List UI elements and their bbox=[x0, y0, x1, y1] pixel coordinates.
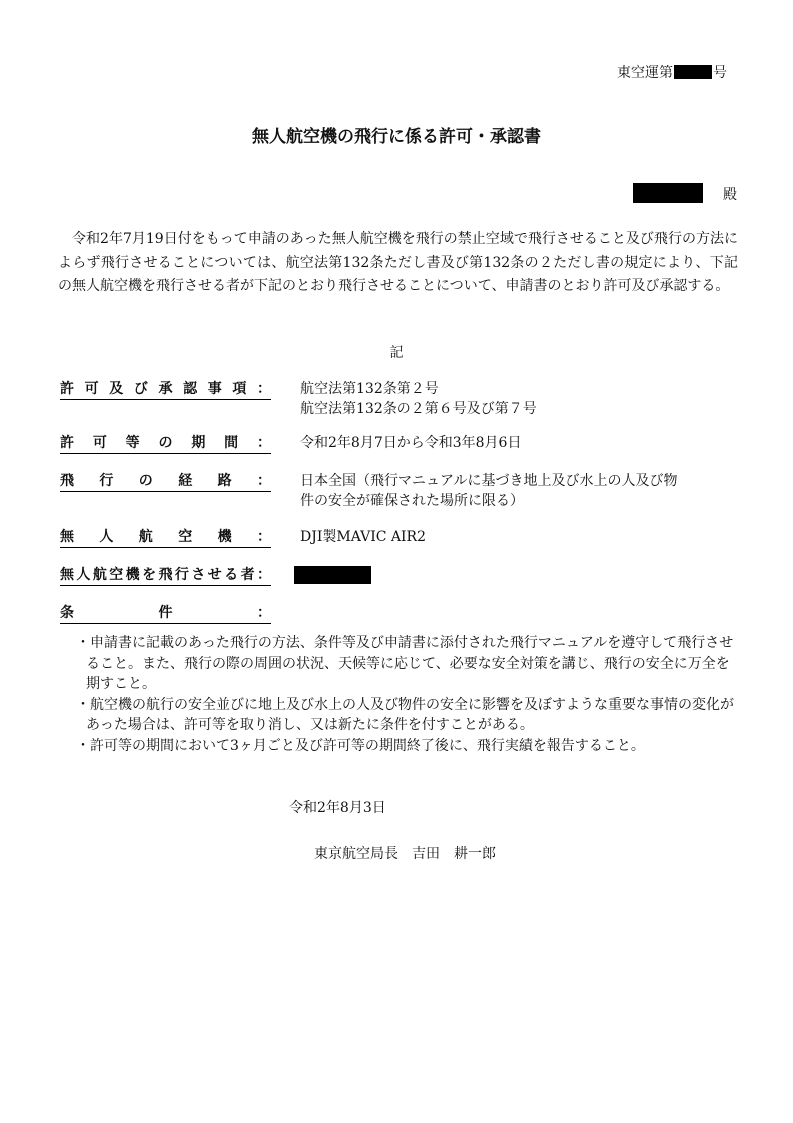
value-flight-route bbox=[300, 471, 677, 511]
document-number bbox=[617, 62, 727, 82]
value-line: 令和2年8月7日から令和3年8月6日 bbox=[300, 435, 522, 451]
document-number-suffix: 号 bbox=[713, 65, 727, 81]
condition-item: ・許可等の期間において3ヶ月ごと及び許可等の期間終了後に、飛行実績を報告すること。 bbox=[76, 737, 645, 754]
value-line: DJI製MAVIC AIR2 bbox=[300, 529, 427, 545]
value-permission-period bbox=[300, 433, 521, 453]
value-line: 航空法第132条の２第６号及び第７号 bbox=[300, 401, 537, 417]
redacted-addressee-name bbox=[633, 183, 703, 203]
addressee bbox=[633, 183, 737, 204]
document-number-prefix: 東空運第 bbox=[617, 65, 673, 81]
value-operator bbox=[300, 566, 371, 588]
conditions-list bbox=[76, 633, 736, 757]
issue-date: 令和2年8月3日 bbox=[289, 800, 386, 816]
ki-heading: 記 bbox=[389, 345, 404, 361]
condition-item: ・申請書に記載のあった飛行の方法、条件等及び申請書に添付された飛行マニュアルを遵守して飛行させること。また、飛行の際の周囲の状況、天候等に応じて、必要な安全対策を講じ、飛行の安全に万全を期すこと。 bbox=[76, 635, 734, 693]
label-flight-route: 飛行の経路： bbox=[60, 472, 271, 492]
document-title: 無人航空機の飛行に係る許可・承認書 bbox=[252, 127, 541, 147]
value-line: 日本全国（飛行マニュアルに基づき地上及び水上の人及び物 bbox=[300, 473, 678, 489]
value-aircraft bbox=[300, 527, 426, 547]
label-operator: 無人航空機を飛行させる者： bbox=[60, 566, 271, 586]
redacted-number bbox=[674, 65, 712, 79]
value-line: 件の安全が確保された場所に限る） bbox=[300, 493, 524, 509]
label-permission-items: 許可及び承認事項： bbox=[60, 380, 271, 400]
value-line: 航空法第132条第２号 bbox=[300, 381, 439, 397]
label-permission-period: 許可等の期間： bbox=[60, 434, 271, 454]
label-conditions: 条件： bbox=[60, 604, 271, 624]
label-aircraft: 無人航空機： bbox=[60, 528, 271, 548]
condition-item: ・航空機の航行の安全並びに地上及び水上の人及び物件の安全に影響を及ぼすような重要な事情の変化があった場合は、許可等を取り消し、又は新たに条件を付すことがある。 bbox=[76, 696, 734, 734]
issuer: 東京航空局長 吉田 耕一郎 bbox=[314, 846, 496, 862]
body-paragraph: 令和2年7月19日付をもって申請のあった無人航空機を飛行の禁止空域で飛行させること及び飛行の方法によらず飛行させることについては、航空法第132条ただし書及び第132条の２ただし書の規定により、下記の無人航空機を飛行させる者が下記のとおり飛行させることについて、申請書のとおり許可及び承認する。 bbox=[58, 231, 738, 294]
value-permission-items bbox=[300, 379, 537, 419]
addressee-honorific: 殿 bbox=[723, 187, 737, 203]
redacted-operator-name bbox=[294, 566, 371, 584]
